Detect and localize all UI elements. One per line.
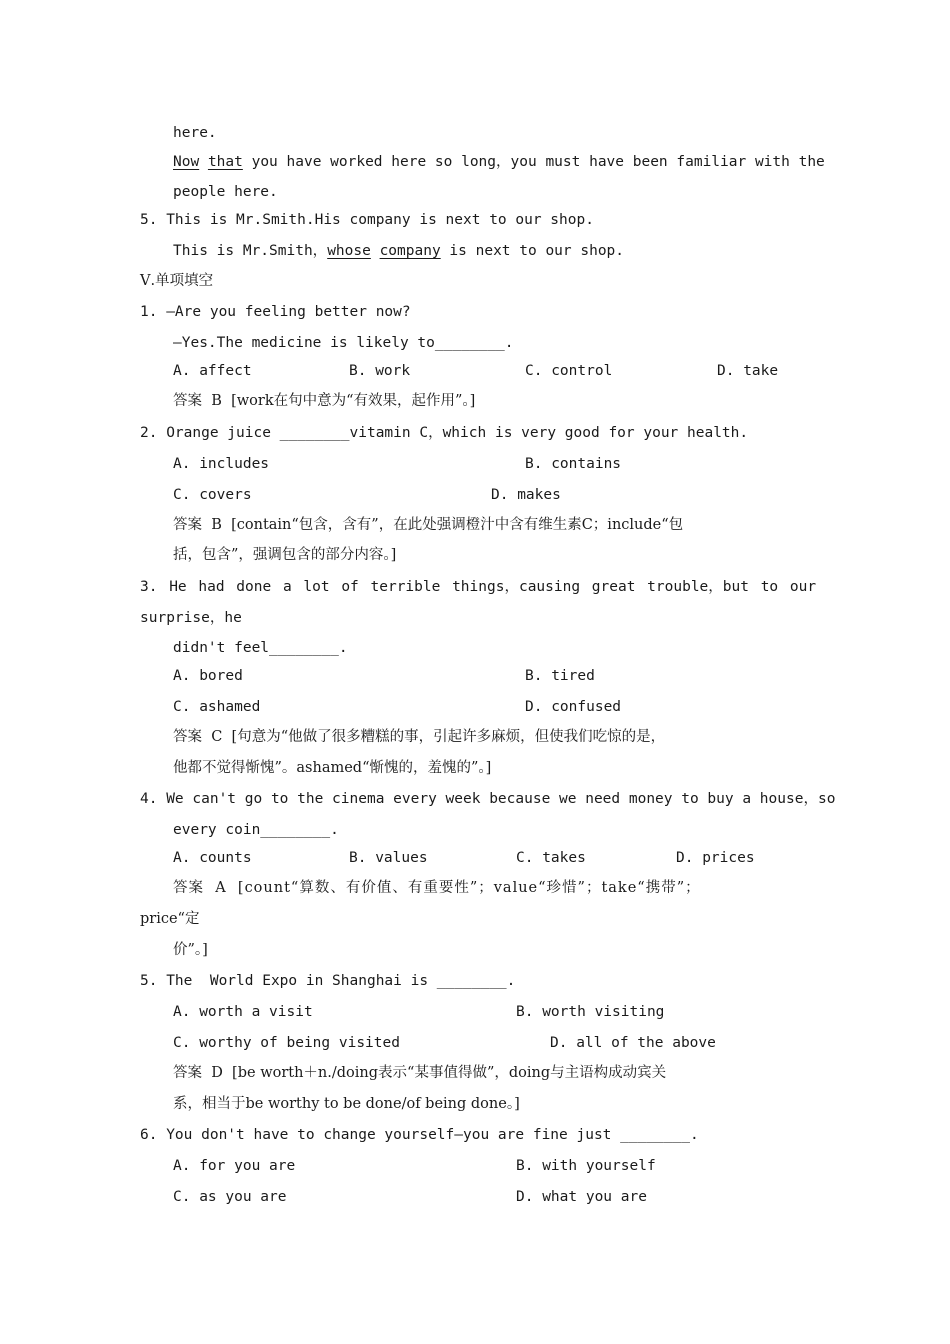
option-d: D. makes [491,487,561,503]
option-d: D. what you are [516,1189,647,1205]
answer-line: 他都不觉得惭愧”。ashamed“惭愧的，羞愧的”。] [173,760,492,776]
underlined-word: Now [173,154,200,170]
answer-line: 括，包含”，强调包含的部分内容。] [173,547,397,563]
text-line [173,152,825,172]
underlined-word: that [207,154,243,170]
answer-line: price“定 [140,911,200,927]
answer-line: 答案 C [句意为“他做了很多糟糕的事，引起许多麻烦，但使我们吃惊的是， [173,729,666,745]
option-b: B. with yourself [516,1158,656,1174]
text-line: 5. This is Mr.Smith.His company is next to our shop. [140,212,594,228]
option-b: B. worth visiting [516,1004,665,1020]
option-a: A. bored [173,668,243,684]
text-span: is next to our shop. [440,243,625,259]
option-c: C. ashamed [173,699,261,715]
option-a: A. worth a visit [173,1004,313,1020]
text-line: —Yes.The medicine is likely to________. [173,335,514,351]
answer-line: 价”。] [173,942,208,958]
section-heading: Ⅴ.单项填空 [140,273,214,289]
option-b: B. tired [525,668,595,684]
underlined-word: company [379,243,441,259]
option-d: D. confused [525,699,622,715]
option-a: A. includes [173,456,270,472]
question-4: 4. We can't go to the cinema every week because we need money to buy a house，so [140,791,836,807]
text-line: here. [173,125,217,141]
option-c: C. worthy of being visited [173,1035,400,1051]
question-3: 3. He had done a lot of terrible things，causing great trouble，but to our [140,579,817,595]
option-c: C. takes [516,850,586,866]
question-2: 2. Orange juice ________vitamin C，which is very good for your health. [140,425,749,441]
answer-line: 答案 B [work在句中意为“有效果，起作用”。] [173,393,476,409]
option-b: B. values [349,850,428,866]
underlined-word: whose [327,243,371,259]
option-c: C. as you are [173,1189,287,1205]
option-a: A. affect [173,363,252,379]
option-b: B. contains [525,456,622,472]
answer-line: 系，相当于be worthy to be done/of being done。] [173,1096,520,1112]
option-c: C. control [525,363,613,379]
option-b: B. work [349,363,411,379]
question-6: 6. You don't have to change yourself—you are fine just ________. [140,1127,699,1143]
text-line: surprise，he [140,610,242,626]
option-d: D. all of the above [550,1035,716,1051]
text-line [173,241,624,261]
text-span: you have worked here so long，you must have been familiar with the [242,154,825,170]
question-5: 5. The World Expo in Shanghai is ________. [140,973,516,989]
text-line: didn't feel________. [173,640,348,656]
answer-line: 答案 D [be worth＋n./doing表示“某事值得做”，doing与主语构成动宾关 [173,1065,667,1081]
text-line: every coin________. [173,822,339,838]
option-d: D. take [717,363,779,379]
text-line: people here. [173,184,278,200]
answer-line: 答案 B [contain“包含，含有”，在此处强调橙汁中含有维生素C；include“包 [173,517,684,533]
answer-line: 答案 A [count“算数、有价值、有重要性”；value“珍惜”；take“携带”； [173,880,701,896]
option-d: D. prices [676,850,755,866]
option-a: A. for you are [173,1158,296,1174]
text-span: This is Mr.Smith， [173,243,328,259]
option-a: A. counts [173,850,252,866]
question-1: 1. —Are you feeling better now? [140,304,411,320]
option-c: C. covers [173,487,252,503]
